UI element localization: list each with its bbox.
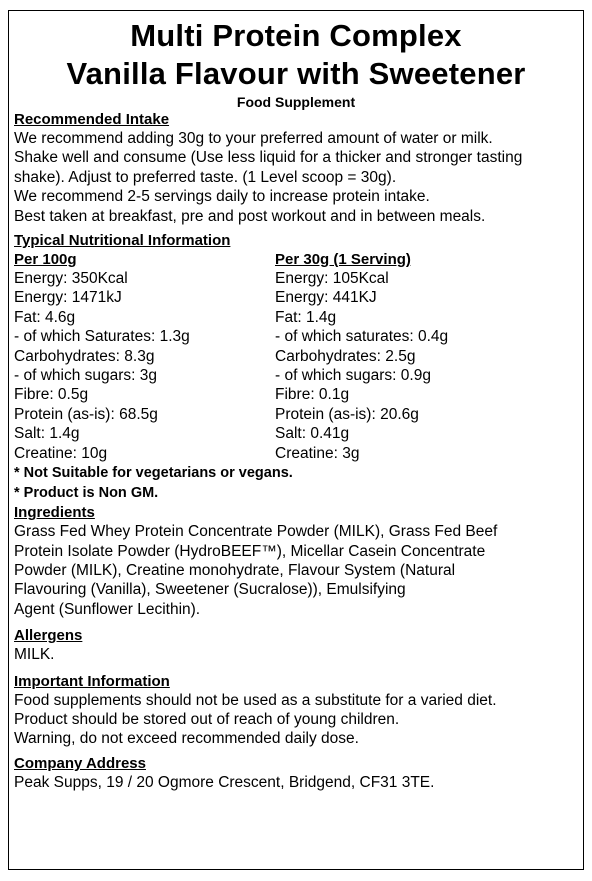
- ingredients-section: [14, 503, 578, 619]
- product-title: [9, 17, 583, 93]
- intake-line: Shake well and consume (Use less liquid for a thicker and stronger tasting: [14, 149, 523, 167]
- ingredients-line: Flavouring (Vanilla), Sweetener (Sucralose)), Emulsifying: [14, 581, 406, 599]
- nutrition-value: Salt: 0.41g: [275, 425, 350, 443]
- recommended-intake-section: [14, 110, 578, 226]
- nutrition-value: Carbohydrates: 2.5g: [275, 347, 416, 365]
- important-information-heading: Important Information: [14, 672, 170, 690]
- recommended-intake-heading: Recommended Intake: [14, 111, 170, 128]
- nutrition-value: Energy: 105Kcal: [275, 270, 389, 288]
- per-serving-column: [275, 250, 565, 463]
- per-serving-heading: Per 30g (1 Serving): [275, 251, 411, 269]
- ingredients-line: Agent (Sunflower Lecithin).: [14, 600, 201, 618]
- non-gm-note: * Product is Non GM.: [14, 485, 159, 502]
- important-line: Food supplements should not be used as a substitute for a varied diet.: [14, 691, 497, 709]
- important-line: Warning, do not exceed recommended daily dose.: [14, 730, 359, 748]
- per-100g-heading: Per 100g: [14, 251, 77, 269]
- nutrition-columns: [14, 250, 578, 463]
- nutrition-value: Energy: 350Kcal: [14, 270, 128, 288]
- company-section: [14, 754, 578, 792]
- company-address-heading: Company Address: [14, 754, 146, 772]
- nutrition-value: Salt: 1.4g: [14, 425, 80, 443]
- important-line: Product should be stored out of reach of young children.: [14, 710, 400, 728]
- title-line-2: Vanilla Flavour with Sweetener: [66, 56, 526, 91]
- product-subtitle: Food Supplement: [236, 94, 356, 110]
- title-line-1: Multi Protein Complex: [130, 18, 462, 53]
- label-content: [9, 110, 583, 792]
- nutrition-section: [14, 231, 578, 503]
- intake-line: We recommend 2-5 servings daily to increase protein intake.: [14, 188, 430, 206]
- allergens-text: MILK.: [14, 646, 55, 664]
- nutrition-value: Carbohydrates: 8.3g: [14, 347, 155, 365]
- intake-line: shake). Adjust to preferred taste. (1 Level scoop = 30g).: [14, 168, 397, 186]
- nutrition-value: Fat: 4.6g: [14, 308, 76, 326]
- nutrition-value: Energy: 441KJ: [275, 289, 377, 307]
- nutrition-value: Fat: 1.4g: [275, 308, 337, 326]
- allergens-heading: Allergens: [14, 627, 83, 645]
- nutrition-value: - of which sugars: 3g: [14, 367, 158, 385]
- supplement-label: [8, 10, 584, 870]
- intake-line: Best taken at breakfast, pre and post workout and in between meals.: [14, 207, 486, 225]
- nutrition-value: Protein (as-is): 68.5g: [14, 405, 158, 423]
- allergens-section: [14, 626, 578, 664]
- nutrition-heading: Typical Nutritional Information: [14, 232, 231, 250]
- ingredients-line: Protein Isolate Powder (HydroBEEF™), Micellar Casein Concentrate: [14, 542, 486, 560]
- vegetarian-note: * Not Suitable for vegetarians or vegans.: [14, 465, 293, 482]
- intake-line: We recommend adding 30g to your preferred amount of water or milk.: [14, 130, 493, 147]
- ingredients-heading: Ingredients: [14, 504, 95, 522]
- nutrition-value: Energy: 1471kJ: [14, 289, 122, 307]
- per-100g-column: [14, 250, 275, 463]
- nutrition-value: Creatine: 10g: [14, 444, 108, 462]
- company-address-text: Peak Supps, 19 / 20 Ogmore Crescent, Bridgend, CF31 3TE.: [14, 773, 435, 791]
- nutrition-value: Fibre: 0.5g: [14, 386, 89, 404]
- nutrition-value: Creatine: 3g: [275, 444, 360, 462]
- nutrition-value: Fibre: 0.1g: [275, 386, 350, 404]
- ingredients-line: Grass Fed Whey Protein Concentrate Powder (MILK), Grass Fed Beef: [14, 523, 498, 541]
- nutrition-value: Protein (as-is): 20.6g: [275, 405, 419, 423]
- nutrition-value: - of which saturates: 0.4g: [275, 328, 449, 346]
- important-information-section: [14, 672, 578, 749]
- nutrition-value: - of which Saturates: 1.3g: [14, 328, 190, 346]
- nutrition-value: - of which sugars: 0.9g: [275, 367, 431, 385]
- ingredients-line: Powder (MILK), Creatine monohydrate, Flavour System (Natural: [14, 561, 456, 579]
